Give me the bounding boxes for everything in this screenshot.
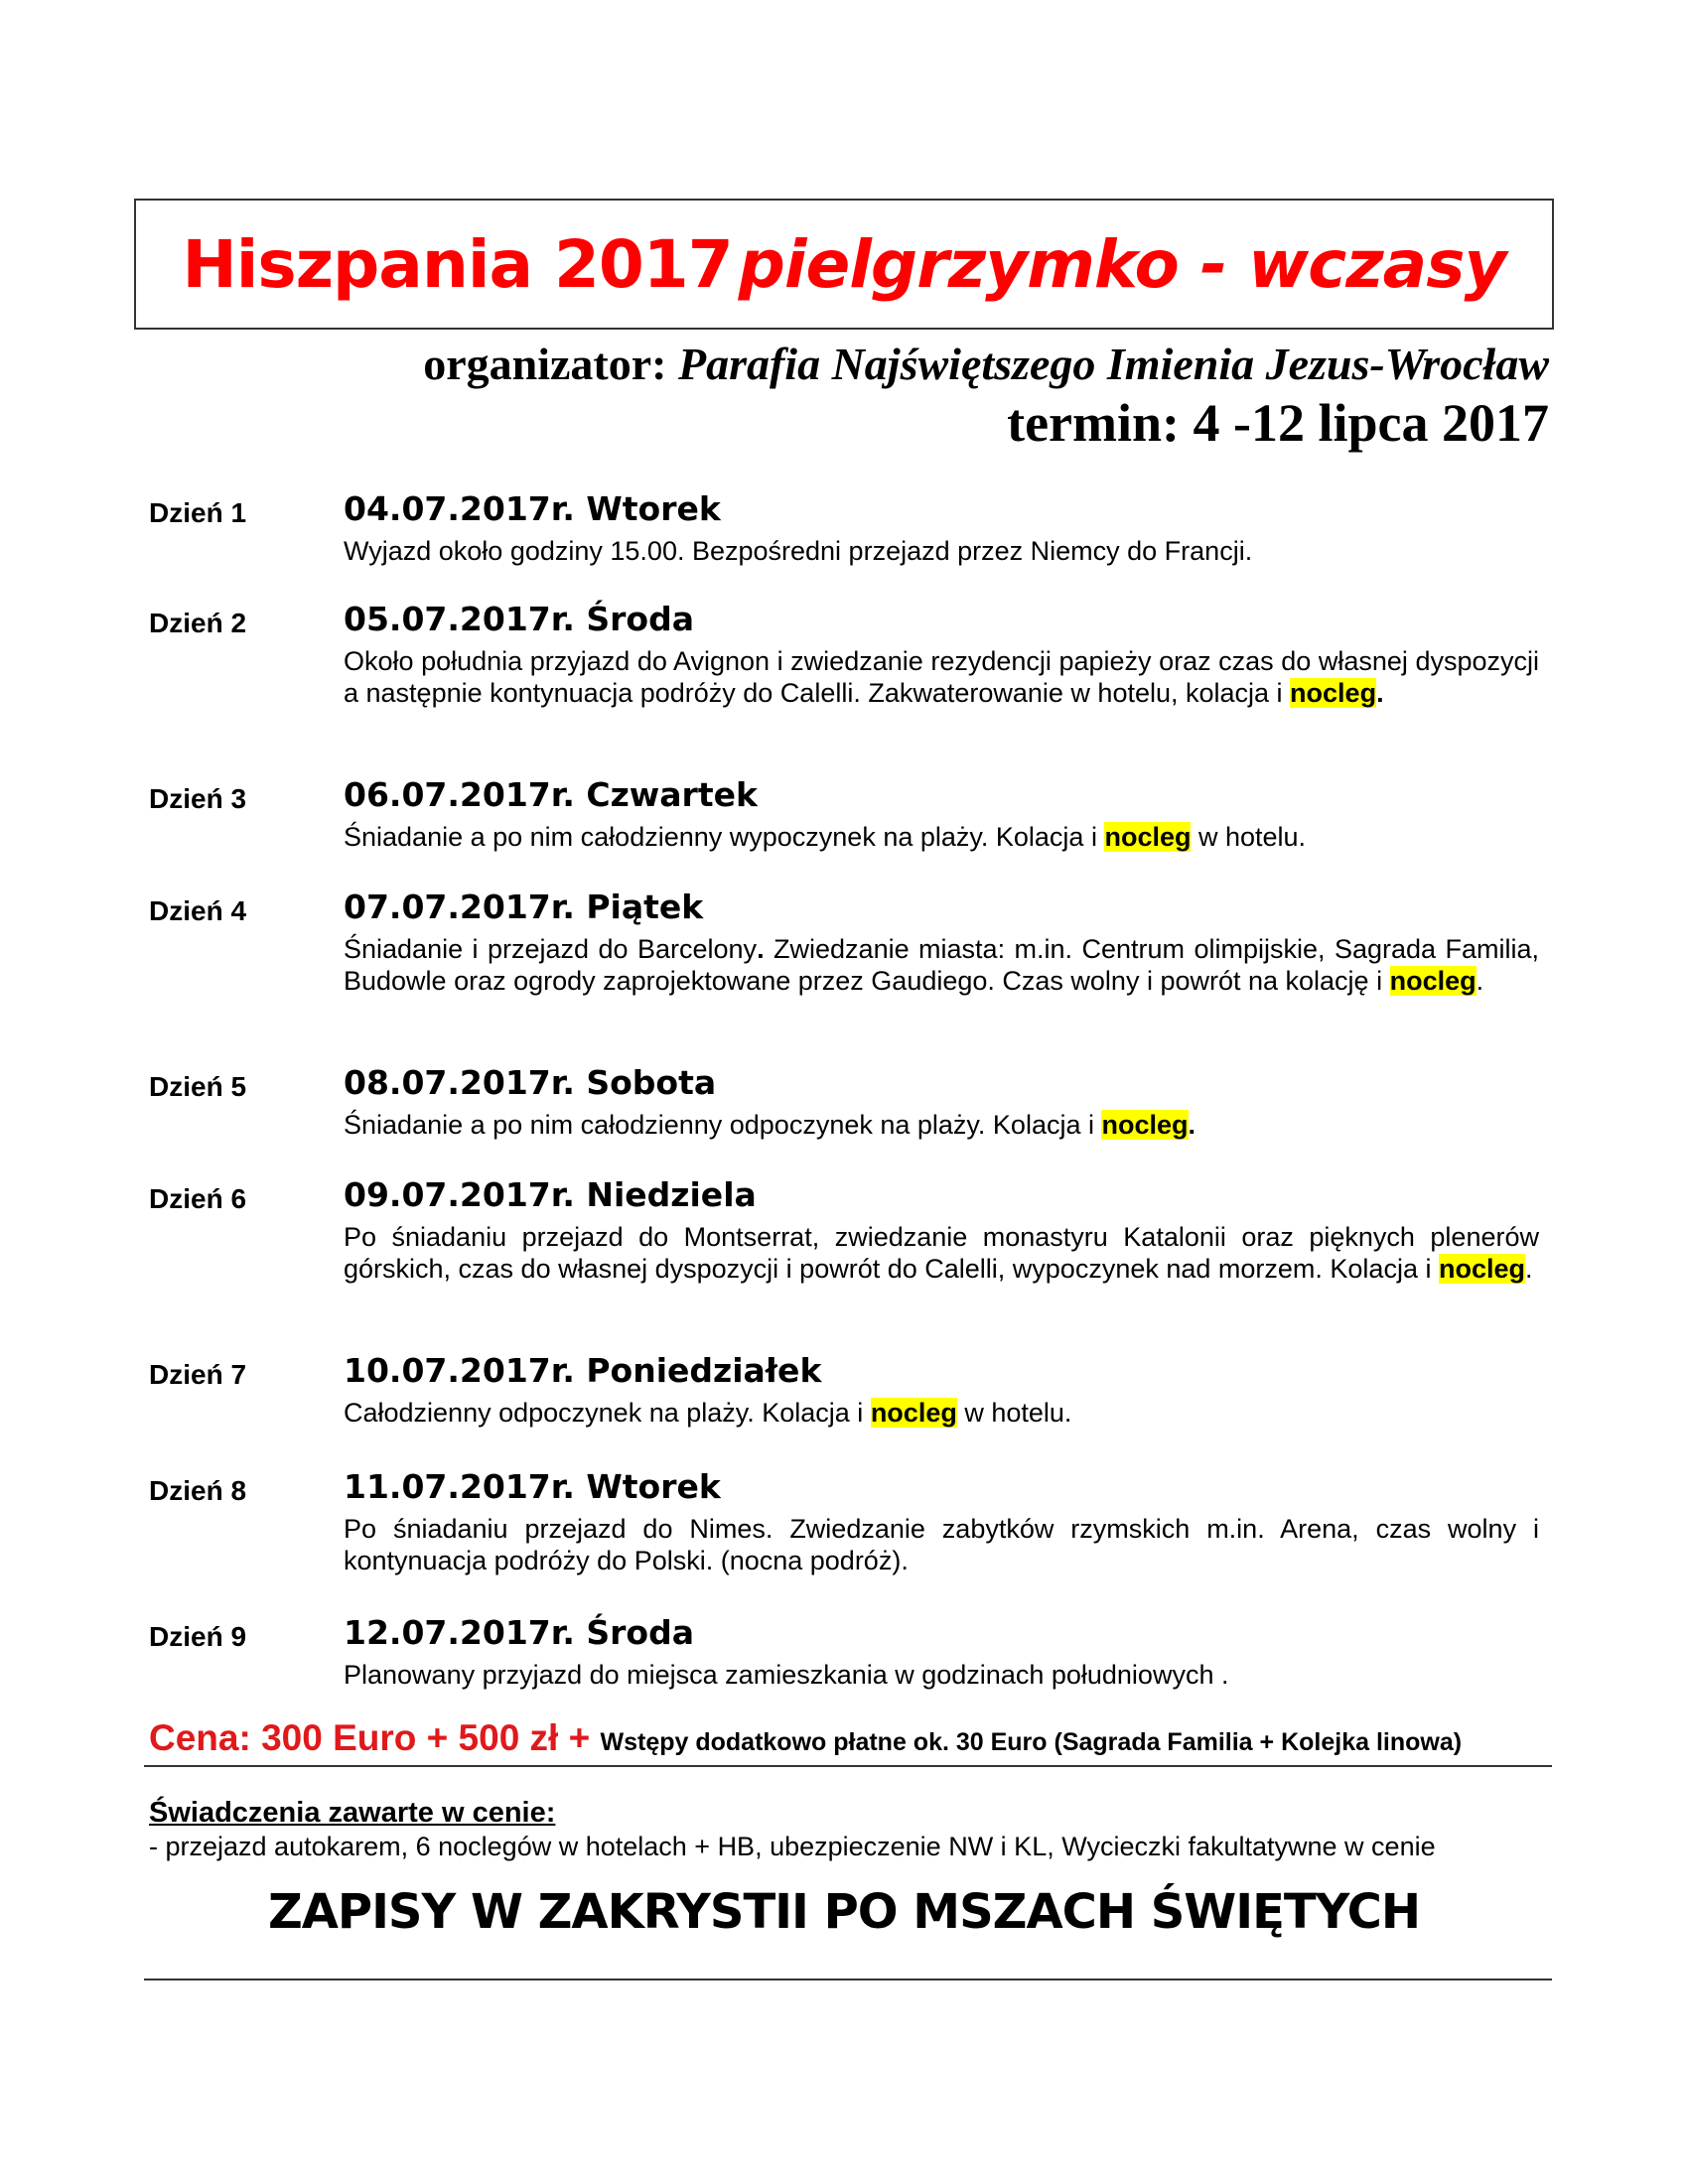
nocleg-highlight: nocleg [870,1398,957,1428]
desc-text-after: . [1476,966,1484,996]
title-main: Hiszpania 2017 [182,225,733,303]
desc-text-mid: Zwiedzanie miasta: m.in. Centrum olimpijskie, Sagrada Familia, Budowle oraz ogrody zaprojektowane przez Gaudiego. Czas wolny i powrót na kolację i [344,934,1539,996]
nocleg-highlight: nocleg [1389,966,1477,996]
nocleg-highlight: nocleg [1438,1254,1525,1284]
day-description [344,535,1539,567]
organizer-name: Parafia Najświętszego Imienia Jezus-Wrocław [677,339,1549,389]
desc-text-after: w hotelu. [1191,822,1307,852]
day-label: Dzień 7 [149,1359,247,1390]
day-label: Dzień 5 [149,1071,247,1102]
day-label: Dzień 8 [149,1475,247,1506]
day-heading: 04.07.2017r. Wtorek [344,489,721,528]
day-description [344,821,1539,853]
organizer-line [423,338,1549,390]
desc-text-after: . [1188,1110,1196,1140]
day-label: Dzień 4 [149,895,247,926]
nocleg-highlight: nocleg [1104,822,1192,852]
benefits-title: Świadczenia zawarte w cenie: [149,1797,556,1829]
price-line [149,1717,1462,1759]
divider [144,1979,1552,1980]
desc-text-after: . [1524,1254,1533,1284]
desc-text: Całodzienny odpoczynek na plaży. Kolacja i [344,1398,871,1428]
price-extra: Wstępy dodatkowo płatne ok. 30 Euro (Sagrada Familia + Kolejka linowa) [600,1728,1463,1756]
day-description [344,645,1539,709]
day-description [344,1221,1539,1285]
document-title [183,226,1506,303]
desc-text-after: . [1376,678,1384,708]
day-heading: 05.07.2017r. Środa [344,600,694,638]
desc-text: Po śniadaniu przejazd do Nimes. Zwiedzanie zabytków rzymskich m.in. Arena, czas wolny i kontynuacja podróży do Polski. (nocna podróż). [344,1514,1539,1575]
signup-notice: ZAPISY W ZAKRYSTII PO MSZACH ŚWIĘTYCH [267,1884,1421,1940]
desc-text: Śniadanie a po nim całodzienny wypoczynek na plaży. Kolacja i [344,822,1105,852]
title-box [134,199,1554,330]
day-label: Dzień 3 [149,783,247,814]
benefits-text: - przejazd autokarem, 6 noclegów w hotelach + HB, ubezpieczenie NW i KL, Wycieczki fakultatywne w cenie [149,1832,1436,1861]
desc-text: Śniadanie i przejazd do Barcelony [344,934,758,964]
day-label: Dzień 1 [149,497,247,528]
day-label: Dzień 6 [149,1183,247,1214]
day-heading: 10.07.2017r. Poniedziałek [344,1351,822,1390]
termin-line: termin: 4 -12 lipca 2017 [1007,393,1549,453]
desc-text: Wyjazd około godziny 15.00. Bezpośredni przejazd przez Niemcy do Francji. [344,536,1253,566]
nocleg-highlight: nocleg [1290,678,1377,708]
day-heading: 09.07.2017r. Niedziela [344,1175,757,1214]
divider [144,1765,1552,1767]
nocleg-highlight: nocleg [1101,1110,1189,1140]
day-description [344,1659,1539,1691]
day-description [344,1513,1539,1576]
desc-text: Około południa przyjazd do Avignon i zwiedzanie rezydencji papieży oraz czas do własnej dyspozycji a następnie kontynuacja podróży do Calelli. Zakwaterowanie w hotelu, kolacja i [344,646,1539,708]
desc-text: Planowany przyjazd do miejsca zamieszkania w godzinach południowych . [344,1660,1229,1690]
desc-text-after: w hotelu. [956,1398,1072,1428]
day-description [344,1109,1539,1141]
price-main: Cena: 300 Euro + 500 zł + [149,1717,601,1758]
day-heading: 07.07.2017r. Piątek [344,887,704,926]
day-heading: 08.07.2017r. Sobota [344,1063,717,1102]
day-description [344,1397,1539,1429]
desc-bold-dot: . [757,934,765,964]
day-description [344,933,1539,997]
title-subtitle: pielgrzymko - wczasy [738,225,1506,303]
day-heading: 06.07.2017r. Czwartek [344,775,758,814]
day-heading: 11.07.2017r. Wtorek [344,1467,721,1506]
day-label: Dzień 9 [149,1621,247,1652]
organizer-label: organizator: [423,339,667,389]
day-label: Dzień 2 [149,608,247,638]
desc-text: Śniadanie a po nim całodzienny odpoczynek na plaży. Kolacja i [344,1110,1102,1140]
desc-text: Po śniadaniu przejazd do Montserrat, zwiedzanie monastyru Katalonii oraz pięknych plenerów górskich, czas do własnej dyspozycji i powrót do Calelli, wypoczynek nad morzem. Kolacja i [344,1222,1539,1284]
day-heading: 12.07.2017r. Środa [344,1613,694,1652]
